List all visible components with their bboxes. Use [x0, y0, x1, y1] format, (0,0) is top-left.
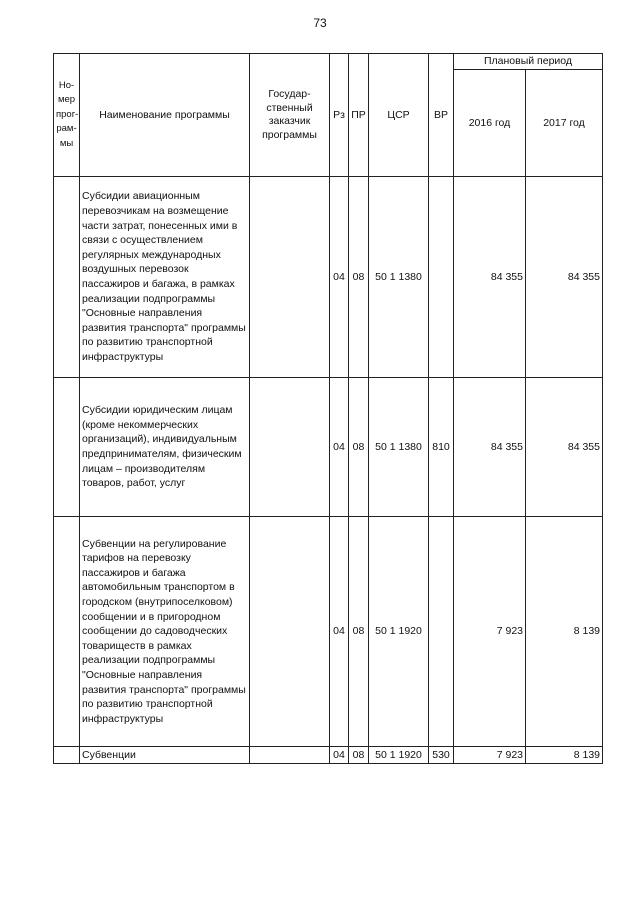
table-row [54, 177, 603, 378]
row-amount-2016: 7 923 [454, 517, 526, 747]
page-number: 73 [313, 16, 327, 30]
row-pr: 08 [349, 747, 369, 764]
header-pr: ПР [349, 54, 369, 177]
row-rz: 04 [330, 177, 349, 378]
row-state-customer [250, 747, 330, 764]
row-vr: 530 [429, 747, 454, 764]
row-amount-2017: 84 355 [526, 177, 603, 378]
row-state-customer [250, 177, 330, 378]
header-vr: ВР [429, 54, 454, 177]
table-row [54, 747, 603, 764]
header-year-2017: 2017 год [526, 70, 603, 177]
row-rz: 04 [330, 378, 349, 517]
row-program-name: Субсидии юридическим лицам (кроме некоммерческих организаций), индивидуальным предпринимателям, физическим лицам – производителям товаров, работ, услуг [80, 378, 250, 517]
row-state-customer [250, 517, 330, 747]
header-year-2016: 2016 год [454, 70, 526, 177]
header-state-customer: Государ- ственный заказчик программы [250, 54, 330, 177]
row-vr [429, 517, 454, 747]
row-amount-2017: 8 139 [526, 517, 603, 747]
row-state-customer [250, 378, 330, 517]
row-vr [429, 177, 454, 378]
row-csr: 50 1 1920 [369, 517, 429, 747]
row-program-name: Субсидии авиационным перевозчикам на возмещение части затрат, понесенных ими в связи с осуществлением регулярных международных воздушных перевозок пассажиров и багажа, в рамках реализации подпрограммы "Основные направления развития транспорта" программы по развитию транспортной инфраструктуры [80, 177, 250, 378]
row-amount-2017: 84 355 [526, 378, 603, 517]
row-program-number [54, 378, 80, 517]
row-program-number [54, 177, 80, 378]
row-amount-2016: 84 355 [454, 177, 526, 378]
header-program-name: Наименование программы [80, 54, 250, 177]
budget-table [53, 53, 603, 764]
row-program-number [54, 517, 80, 747]
header-csr: ЦСР [369, 54, 429, 177]
header-rz: Рз [330, 54, 349, 177]
header-program-number: Но- мер прог- рам- мы [54, 54, 80, 177]
row-amount-2017: 8 139 [526, 747, 603, 764]
row-csr: 50 1 1380 [369, 378, 429, 517]
row-csr: 50 1 1380 [369, 177, 429, 378]
row-pr: 08 [349, 177, 369, 378]
table-row [54, 517, 603, 747]
row-program-name: Субвенции на регулирование тарифов на перевозку пассажиров и багажа автомобильным транспортом в городском (внутрипоселковом) сообщении и в пригородном сообщении до садоводческих товариществ в рамках реализации подпрограммы "Основные направления развития транспорта" программы по развитию транспортной инфраструктуры [80, 517, 250, 747]
table-row [54, 378, 603, 517]
row-vr: 810 [429, 378, 454, 517]
row-rz: 04 [330, 747, 349, 764]
row-amount-2016: 84 355 [454, 378, 526, 517]
row-pr: 08 [349, 517, 369, 747]
row-program-number [54, 747, 80, 764]
row-csr: 50 1 1920 [369, 747, 429, 764]
row-pr: 08 [349, 378, 369, 517]
row-amount-2016: 7 923 [454, 747, 526, 764]
header-planned-period: Плановый период [454, 54, 603, 70]
row-rz: 04 [330, 517, 349, 747]
row-program-name: Субвенции [80, 747, 250, 764]
